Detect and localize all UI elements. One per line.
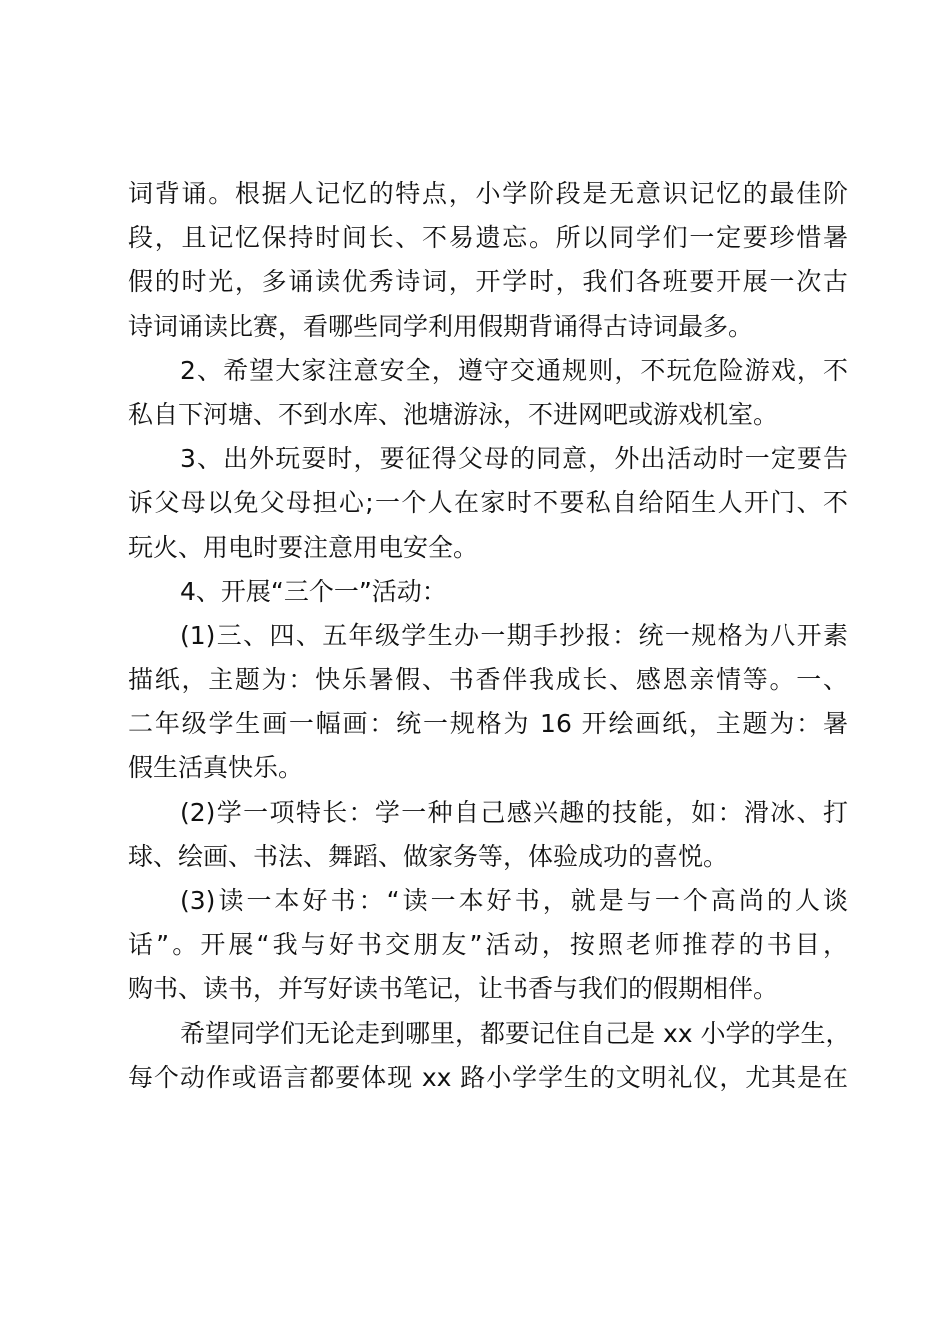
text-line: 3、出外玩耍时，要征得父母的同意，外出活动时一定要告 <box>180 444 848 474</box>
text-line: 诗词诵读比赛，看哪些同学利用假期背诵得古诗词最多。 <box>128 311 754 341</box>
body-text <box>128 172 851 1100</box>
text-line: 玩火、用电时要注意用电安全。 <box>128 532 479 562</box>
text-line: 希望同学们无论走到哪里，都要记住自己是 xx 小学的学生， <box>180 1018 851 1048</box>
text-line: 话”。开展“我与好书交朋友”活动，按照老师推荐的书目， <box>128 930 848 960</box>
text-line: 假生活真快乐。 <box>128 753 304 783</box>
text-line: 描纸，主题为：快乐暑假、书香伴我成长、感恩亲情等。一、 <box>128 665 848 695</box>
text-line: 词背诵。根据人记忆的特点，小学阶段是无意识记忆的最佳阶 <box>128 179 848 208</box>
text-line: 球、绘画、书法、舞蹈、做家务等，体验成功的喜悦。 <box>128 841 729 871</box>
text-line: (1)三、四、五年级学生办一期手抄报：统一规格为八开素 <box>180 620 848 650</box>
text-line: 每个动作或语言都要体现 xx 路小学学生的文明礼仪，尤其是在 <box>128 1062 848 1092</box>
text-line: 购书、读书，并写好读书笔记，让书香与我们的假期相伴。 <box>128 974 779 1004</box>
text-line: 4、开展“三个一”活动： <box>180 576 447 606</box>
text-line: 私自下河塘、不到水库、池塘游泳，不进网吧或游戏机室。 <box>128 399 779 429</box>
text-line: (2)学一项特长：学一种自己感兴趣的技能，如：滑冰、打 <box>180 797 848 827</box>
text-line: 2、希望大家注意安全，遵守交通规则，不玩危险游戏，不 <box>180 355 848 385</box>
text-line: 假的时光，多诵读优秀诗词，开学时，我们各班要开展一次古 <box>128 267 848 297</box>
text-line: 二年级学生画一幅画：统一规格为 16 开绘画纸，主题为：暑 <box>128 709 848 739</box>
text-line: 段，且记忆保持时间长、不易遗忘。所以同学们一定要珍惜暑 <box>128 223 848 253</box>
text-line: (3)读一本好书：“读一本好书，就是与一个高尚的人谈 <box>180 886 848 915</box>
text-line: 诉父母以免父母担心;一个人在家时不要私自给陌生人开门、不 <box>128 488 848 518</box>
